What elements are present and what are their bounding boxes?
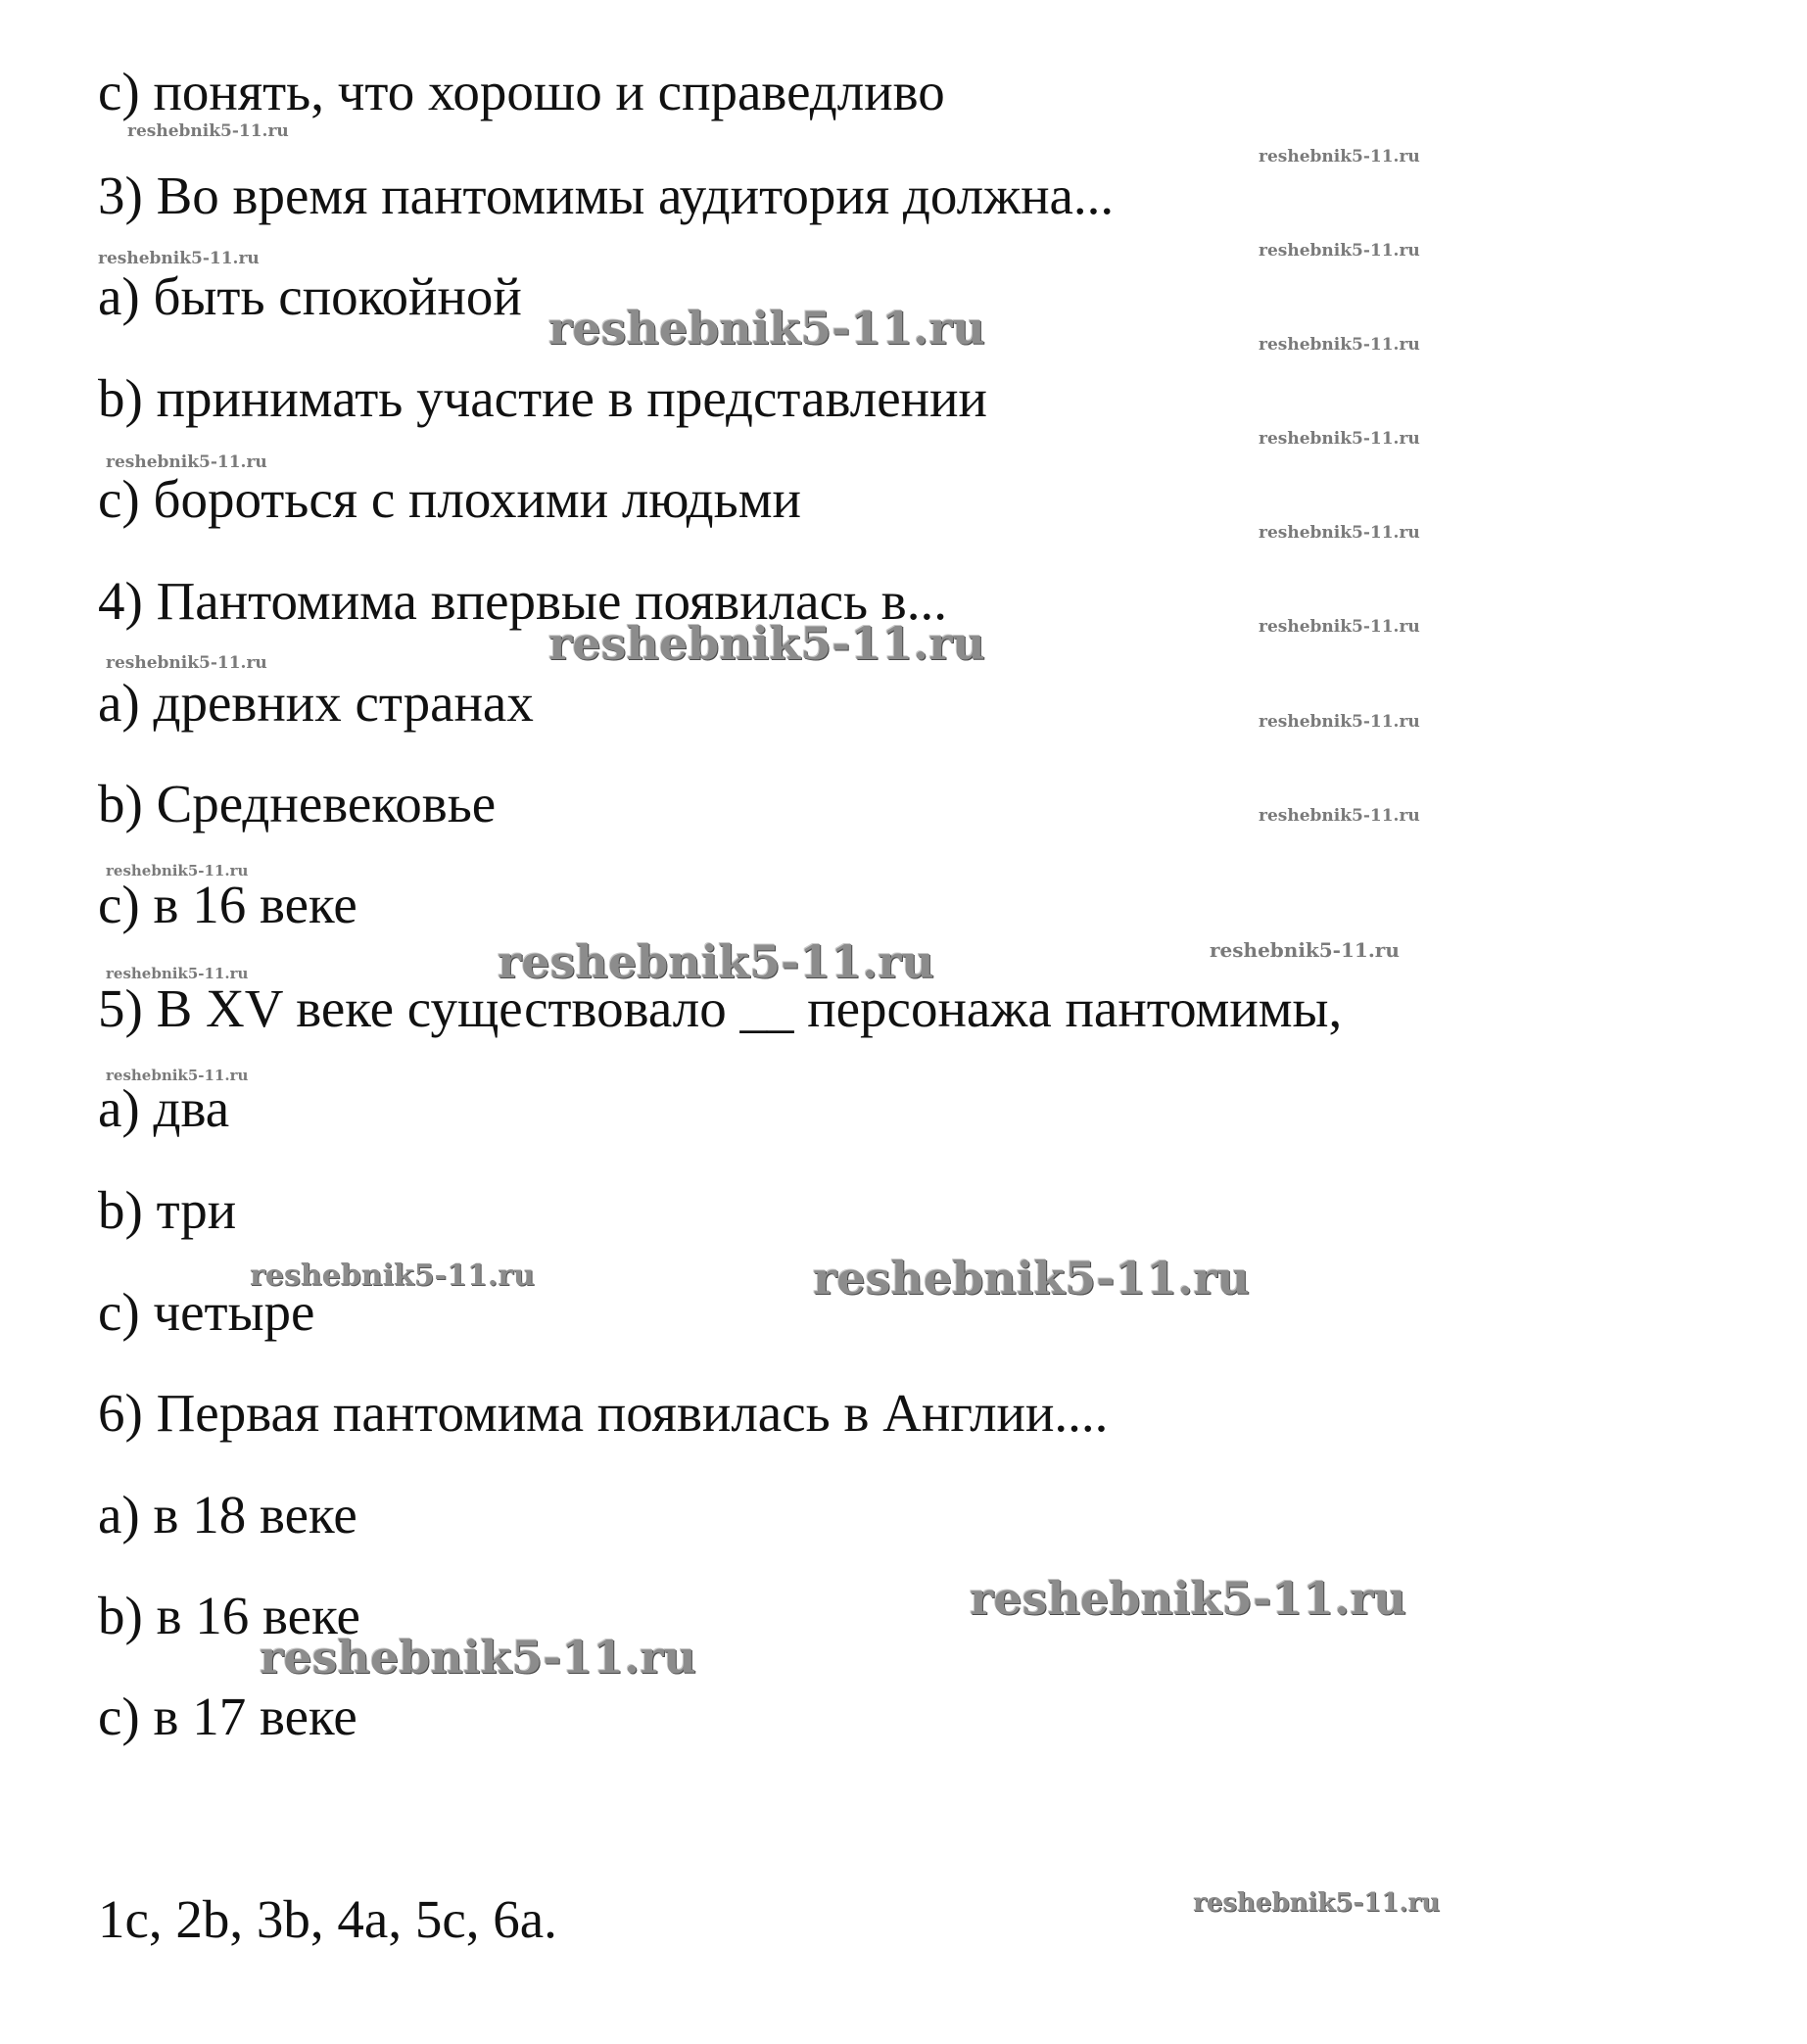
watermark: reshebnik5-11.ru	[106, 1067, 249, 1084]
watermark: reshebnik5-11.ru	[1259, 335, 1420, 355]
watermark: reshebnik5-11.ru	[548, 302, 985, 355]
option-3c: c) бороться с плохими людьми	[98, 469, 801, 529]
watermark: reshebnik5-11.ru	[1259, 712, 1420, 732]
watermark: reshebnik5-11.ru	[106, 862, 249, 879]
option-5a: a) два	[98, 1078, 230, 1138]
watermark: reshebnik5-11.ru	[813, 1252, 1250, 1305]
watermark: reshebnik5-11.ru	[250, 1259, 535, 1293]
watermark: reshebnik5-11.ru	[106, 452, 267, 472]
option-6c: c) в 17 веке	[98, 1687, 357, 1746]
watermark: reshebnik5-11.ru	[1210, 938, 1400, 962]
option-5c: c) четыре	[98, 1282, 315, 1342]
question-3: 3) Во время пантомимы аудитория должна...	[98, 166, 1115, 225]
watermark: reshebnik5-11.ru	[98, 249, 260, 268]
option-4c: c) в 16 веке	[98, 875, 357, 934]
question-4: 4) Пантомима впервые появилась в...	[98, 571, 948, 631]
option-5b: b) три	[98, 1180, 237, 1240]
watermark: reshebnik5-11.ru	[548, 617, 985, 670]
option-6a: a) в 18 веке	[98, 1485, 357, 1545]
option-1c: c) понять, что хорошо и справедливо	[98, 62, 945, 121]
watermark: reshebnik5-11.ru	[498, 935, 934, 988]
watermark: reshebnik5-11.ru	[1259, 429, 1420, 449]
option-6b: b) в 16 веке	[98, 1586, 360, 1645]
watermark: reshebnik5-11.ru	[970, 1572, 1406, 1625]
watermark: reshebnik5-11.ru	[1259, 241, 1420, 261]
option-3b: b) принимать участие в представлении	[98, 368, 987, 428]
watermark: reshebnik5-11.ru	[1259, 806, 1420, 826]
watermark: reshebnik5-11.ru	[1259, 523, 1420, 543]
watermark: reshebnik5-11.ru	[106, 965, 249, 982]
question-5: 5) В XV веке существовало __ персонажа пантомимы,	[98, 978, 1343, 1038]
answer-key: 1c, 2b, 3b, 4a, 5c, 6a.	[98, 1889, 557, 1949]
watermark: reshebnik5-11.ru	[127, 121, 289, 141]
watermark: reshebnik5-11.ru	[1259, 147, 1420, 166]
watermark: reshebnik5-11.ru	[1193, 1888, 1441, 1918]
option-3a: a) быть спокойной	[98, 266, 522, 326]
question-6: 6) Первая пантомима появилась в Англии....	[98, 1383, 1109, 1443]
watermark: reshebnik5-11.ru	[1259, 617, 1420, 637]
option-4a: a) древних странах	[98, 673, 534, 733]
watermark: reshebnik5-11.ru	[260, 1631, 696, 1684]
watermark: reshebnik5-11.ru	[106, 653, 267, 673]
option-4b: b) Средневековье	[98, 774, 497, 833]
